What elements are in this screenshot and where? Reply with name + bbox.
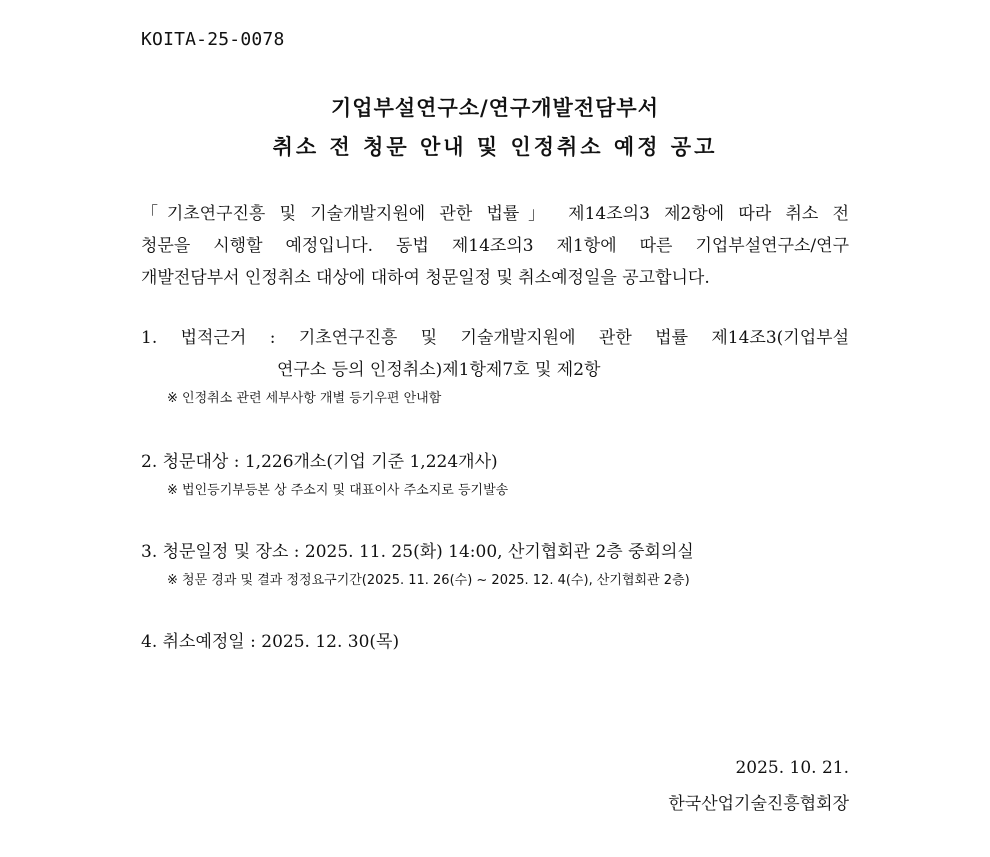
document-number: KOITA-25-0078 (141, 29, 285, 50)
item-hearing-target (141, 446, 849, 502)
item-text: 1. 법적근거 : 기초연구진흥 및 기술개발지원에 관한 법률 제14조3(기업부설 (141, 328, 849, 348)
item-text-continued: 연구소 등의 인정취소)제1항제7호 및 제2항 (277, 360, 601, 380)
item-text: 2. 청문대상 : 1,226개소(기업 기준 1,224개사) (141, 452, 498, 472)
item-hearing-schedule (141, 536, 849, 592)
item-text: 3. 청문일정 및 장소 : 2025. 11. 25(화) 14:00, 산기협회관 2층 중회의실 (141, 542, 694, 562)
item-cancellation-date (141, 626, 849, 658)
item-legal-basis (141, 322, 849, 410)
title-line-2: 취소 전 청문 안내 및 인정취소 예정 공고 (272, 134, 718, 159)
intro-line: 청문을 시행할 예정입니다. 동법 제14조의3 제1항에 따른 기업부설연구소/연구 (141, 236, 849, 256)
item-note: ※ 법인등기부등본 상 주소지 및 대표이사 주소지로 등기발송 (167, 483, 509, 498)
footer-signature: 한국산업기술진흥협회장 (668, 794, 849, 814)
item-note: ※ 청문 경과 및 결과 정정요구기간(2025. 11. 26(수) ~ 2025. 12. 4(수), 산기협회관 2층) (167, 573, 690, 588)
intro-line: 「기초연구진흥 및 기술개발지원에 관한 법률」 제14조의3 제2항에 따라 취소 전 (141, 204, 849, 224)
intro-line: 개발전담부서 인정취소 대상에 대하여 청문일정 및 취소예정일을 공고합니다. (141, 268, 710, 288)
intro-paragraph (141, 198, 849, 294)
title-line-1: 기업부설연구소/연구개발전담부서 (331, 95, 659, 120)
footer-date: 2025. 10. 21. (735, 758, 849, 778)
item-note: ※ 인정취소 관련 세부사항 개별 등기우편 안내함 (167, 391, 442, 406)
item-text: 4. 취소예정일 : 2025. 12. 30(목) (141, 632, 400, 652)
